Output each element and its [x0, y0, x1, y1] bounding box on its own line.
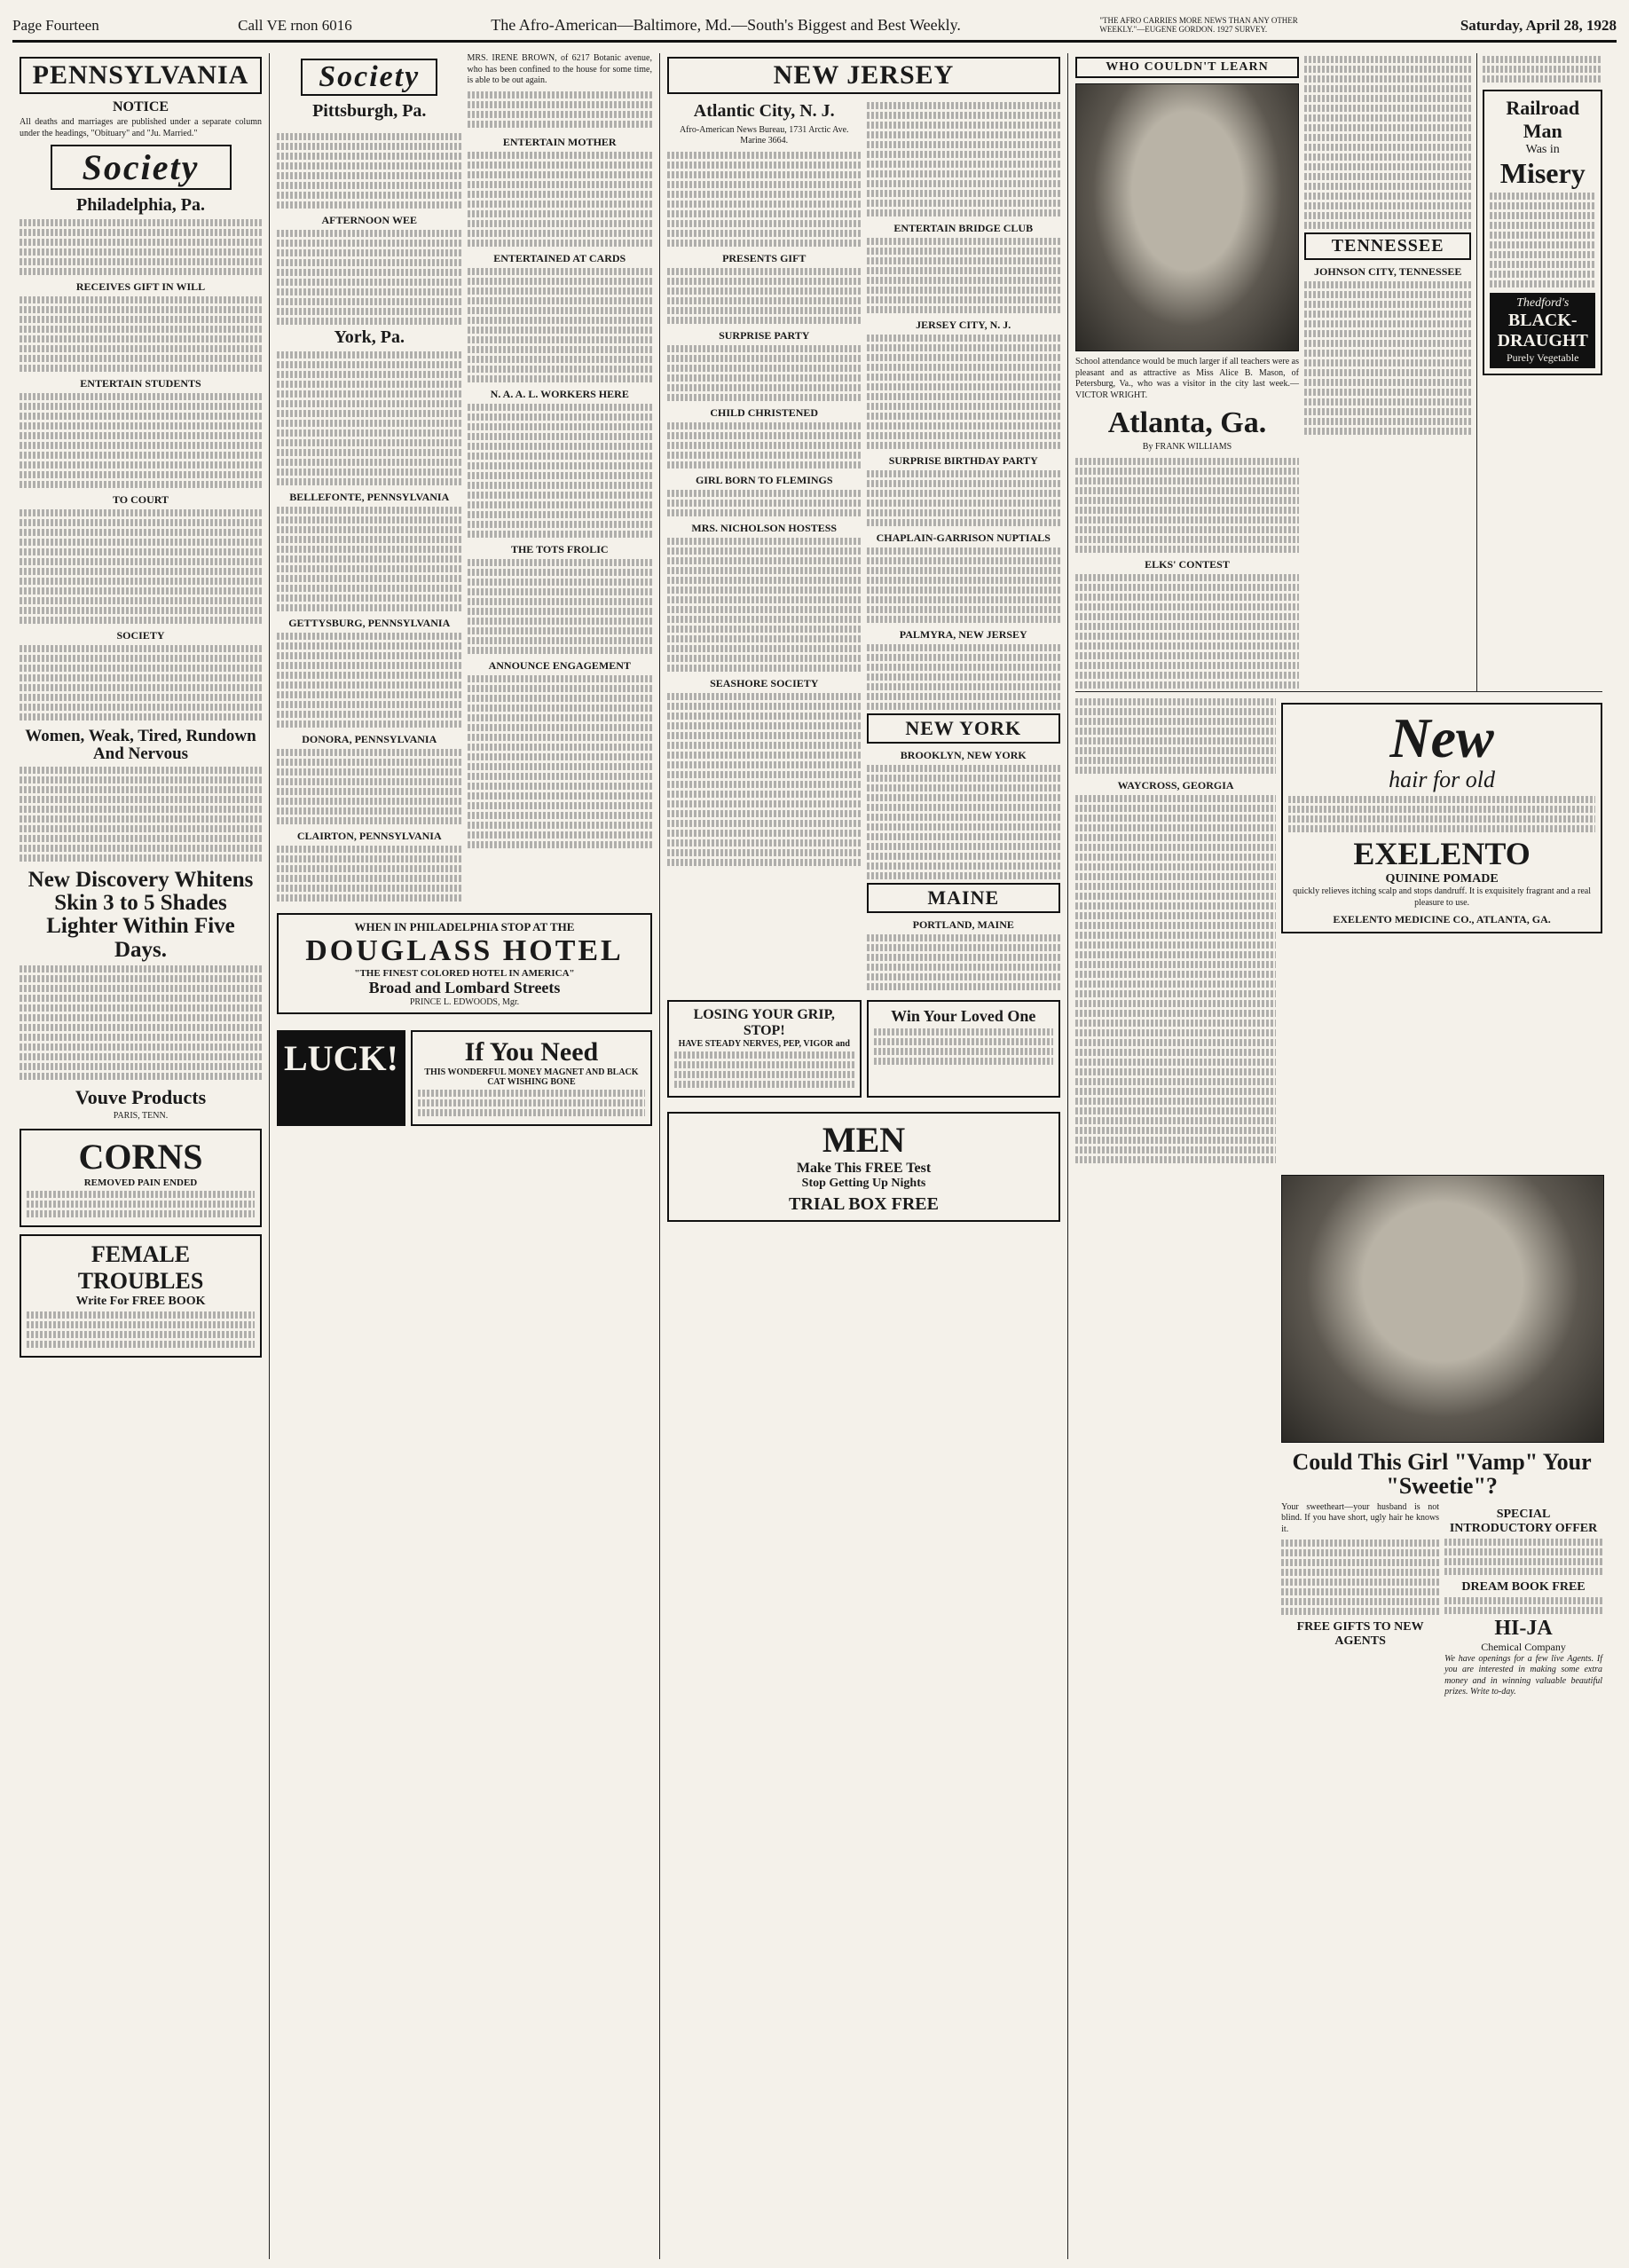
ad-men-title: MEN — [822, 1120, 906, 1160]
ad-men-trial: TRIAL BOX FREE — [789, 1194, 939, 1214]
subhead-birthday: SURPRISE BIRTHDAY PARTY — [888, 454, 1038, 467]
ad-female-troubles — [20, 1234, 262, 1358]
ad-douglass-hotel — [277, 913, 652, 1014]
subhead-gettysburg: GETTYSBURG, PENNSYLVANIA — [288, 616, 451, 629]
subhead-girl-born: GIRL BORN TO FLEMINGS — [695, 474, 833, 486]
dateline-atlanta: Atlanta, Ga. — [1107, 406, 1267, 439]
ad-corns-title: CORNS — [78, 1136, 203, 1177]
column-pennsylvania — [12, 53, 270, 2259]
subhead-seashore: SEASHORE SOCIETY — [710, 677, 819, 689]
subhead-waycross: WAYCROSS, GEORGIA — [1117, 779, 1234, 791]
ad-new-discovery: New Discovery Whitens Skin 3 to 5 Shades Lighter Within Five Days. — [28, 867, 254, 962]
ad-female-sub: Write For FREE BOOK — [75, 1294, 206, 1308]
section-head-maine: MAINE — [867, 883, 1061, 913]
ad-dream-book: DREAM BOOK FREE — [1461, 1579, 1586, 1594]
ad-men-test — [667, 1112, 1060, 1222]
section-head-learn: WHO COULDN'T LEARN — [1075, 57, 1299, 78]
ad-vouve-location: PARIS, TENN. — [113, 1110, 169, 1121]
ad-corns — [20, 1129, 262, 1227]
hotel-tagline: "THE FINEST COLORED HOTEL IN AMERICA" — [354, 967, 575, 979]
brand-quinine: QUININE POMADE — [1385, 872, 1499, 886]
paper-title: The Afro-American—Baltimore, Md.—South's Biggest and Best Weekly. — [491, 16, 961, 34]
hotel-name: DOUGLASS HOTEL — [305, 933, 624, 967]
exelento-desc: quickly relieves itching scalp and stops dandruff. It is exquisitely fragrant and a real pleasure to use. — [1293, 886, 1591, 908]
column-right — [1068, 53, 1609, 2259]
society-logo-2: Society — [301, 59, 437, 96]
ad-luck: LUCK! — [277, 1030, 405, 1126]
issue-date: Saturday, April 28, 1928 — [1460, 17, 1617, 34]
ad-hair-for-old: hair for old — [1389, 767, 1496, 792]
subhead-nicholson: MRS. NICHOLSON HOSTESS — [691, 522, 838, 534]
subhead-students: ENTERTAIN STUDENTS — [80, 377, 201, 390]
column-pittsburgh — [270, 53, 660, 2259]
subhead-johnson-city: JOHNSON CITY, TENNESSEE — [1314, 265, 1462, 278]
subhead-jersey-city: JERSEY CITY, N. J. — [916, 319, 1011, 331]
dateline-york: York, Pa. — [334, 327, 405, 347]
hotel-top: WHEN IN PHILADELPHIA STOP AT THE — [354, 919, 575, 933]
section-head-new-jersey: NEW JERSEY — [667, 57, 1060, 94]
dateline-philadelphia: Philadelphia, Pa. — [75, 195, 206, 215]
subhead-brooklyn: BROOKLYN, NEW YORK — [900, 749, 1027, 761]
subhead-portland: PORTLAND, MAINE — [912, 918, 1014, 931]
ad-misery: Misery — [1499, 157, 1586, 189]
subhead-bridge-club: ENTERTAIN BRIDGE CLUB — [893, 222, 1034, 234]
subhead-palmyra: PALMYRA, NEW JERSEY — [899, 628, 1027, 641]
ad-need: If You Need — [464, 1036, 599, 1067]
brand-exelento: EXELENTO — [1353, 836, 1531, 871]
ad-railroad-title: Railroad Man — [1506, 97, 1580, 142]
subhead-naal: N. A. A. L. WORKERS HERE — [490, 387, 629, 400]
ad-men-sub: Make This FREE Test — [796, 1161, 932, 1176]
ad-corns-sub: REMOVED PAIN ENDED — [83, 1177, 198, 1188]
ad-free-gifts: FREE GIFTS TO NEW AGENTS — [1296, 1620, 1424, 1649]
subhead-engagement: ANNOUNCE ENGAGEMENT — [488, 658, 631, 672]
section-head-pennsylvania: PENNSYLVANIA — [20, 57, 262, 94]
subhead-presents-gift: PRESENTS GIFT — [722, 252, 807, 264]
brand-black-draught: BLACK-DRAUGHT — [1497, 311, 1588, 350]
subhead-elks: ELKS' CONTEST — [1145, 558, 1230, 571]
ad-win-title: Win Your Loved One — [891, 1007, 1036, 1025]
agent-openings: We have openings for a few live Agents. If you are interested in making some extra money and in winning valuable beautiful prizes. Write to-day. — [1444, 1653, 1602, 1697]
masthead — [12, 16, 1617, 43]
ad-vamp-title: Could This Girl "Vamp" Your "Sweetie"? — [1292, 1449, 1592, 1500]
society-logo: Society — [51, 145, 232, 190]
dateline-atlantic-city: Atlantic City, N. J. — [693, 101, 835, 121]
atlanta-byline: By FRANK WILLIAMS — [1142, 442, 1232, 452]
ad-girl-photo — [1281, 1175, 1604, 1443]
photo-caption: School attendance would be much larger if all teachers were as pleasant and as attractive as Miss Alice B. Mason, of Petersburg, Va., who was a visitor in the city last week.—VICTOR WRIGHT. — [1075, 357, 1299, 400]
section-head-new-york: NEW YORK — [867, 713, 1061, 744]
subhead-child-christened: CHILD CHRISTENED — [710, 406, 819, 419]
paper-motto: "THE AFRO CARRIES MORE NEWS THAN ANY OTHER WEEKLY."—EUGENE GORDON. 1927 SURVEY. — [1099, 16, 1298, 35]
hotel-manager: PRINCE L. EDWOODS, Mgr. — [409, 996, 520, 1007]
subhead-clairton: CLAIRTON, PENNSYLVANIA — [296, 829, 442, 842]
ad-need-sub: THIS WONDERFUL MONEY MAGNET AND BLACK CAT WISHING BONE — [424, 1067, 639, 1087]
exelento-company: EXELENTO MEDICINE CO., ATLANTA, GA. — [1333, 913, 1551, 925]
subhead-mother: ENTERTAIN MOTHER — [502, 135, 617, 148]
ad-exelento — [1281, 703, 1602, 933]
brand-hija: HI-JA — [1494, 1616, 1553, 1640]
dateline-pittsburgh: Pittsburgh, Pa. — [312, 101, 427, 121]
subhead-society: SOCIETY — [116, 629, 165, 642]
portrait-photo — [1075, 83, 1299, 351]
hija-company: Chemical Company — [1481, 1640, 1566, 1653]
subhead-surprise-party: SURPRISE PARTY — [719, 329, 810, 342]
notice-head: NOTICE — [112, 99, 169, 114]
ad-female-title: FEMALE TROUBLES — [77, 1240, 204, 1294]
notice-text: All deaths and marriages are published under a separate column under the headings, "Obituary" and "Ju. Married." — [20, 117, 262, 138]
subhead-wee: AFTERNOON WEE — [321, 213, 417, 226]
ad-railroad-man — [1483, 90, 1602, 375]
column-new-jersey — [660, 53, 1068, 2259]
bureau-line: Afro-American News Bureau, 1731 Arctic Ave. Marine 3664. — [679, 125, 849, 146]
brand-vegetable: Purely Vegetable — [1507, 351, 1579, 364]
subhead-tots: THE TOTS FROLIC — [510, 542, 609, 555]
brand-thedford: Thedford's — [1516, 296, 1570, 310]
ad-new: New — [1389, 706, 1494, 769]
hotel-address: Broad and Lombard Streets — [368, 978, 561, 996]
ad-vouve: Vouve Products — [75, 1085, 207, 1108]
ad-win-loved-one: LOSING YOUR GRIP, STOP! — [693, 1007, 835, 1038]
ad-grip-sub: HAVE STEADY NERVES, PEP, VIGOR and — [678, 1039, 850, 1049]
ad-women-weak: Women, Weak, Tired, Rundown And Nervous — [25, 727, 256, 763]
subhead-cards: ENTERTAINED AT CARDS — [493, 251, 626, 264]
section-head-tennessee: TENNESSEE — [1304, 232, 1471, 260]
subhead-bellefonte: BELLEFONTE, PENNSYLVANIA — [289, 490, 450, 503]
ad-special-offer: SPECIAL INTRODUCTORY OFFER — [1449, 1507, 1598, 1535]
ad-railroad-was: Was in — [1525, 143, 1560, 156]
top-text-brown: MRS. IRENE BROWN, of 6217 Botanic avenue, who has been confined to the house for some time, is able to be out again. — [467, 53, 652, 85]
subhead-nuptials: CHAPLAIN-GARRISON NUPTIALS — [876, 532, 1051, 544]
ad-men-sub2: Stop Getting Up Nights — [801, 1177, 926, 1190]
ad-vamp-text: Your sweetheart—your husband is not blind. If you have short, ugly hair he knows it. — [1281, 1501, 1440, 1534]
subhead-court: TO COURT — [112, 493, 169, 506]
subhead-gift: RECEIVES GIFT IN WILL — [75, 280, 206, 293]
page-number: Page Fourteen — [12, 17, 99, 34]
subhead-donora: DONORA, PENNSYLVANIA — [302, 732, 437, 745]
phone-number: Call VE rnon 6016 — [238, 17, 352, 34]
